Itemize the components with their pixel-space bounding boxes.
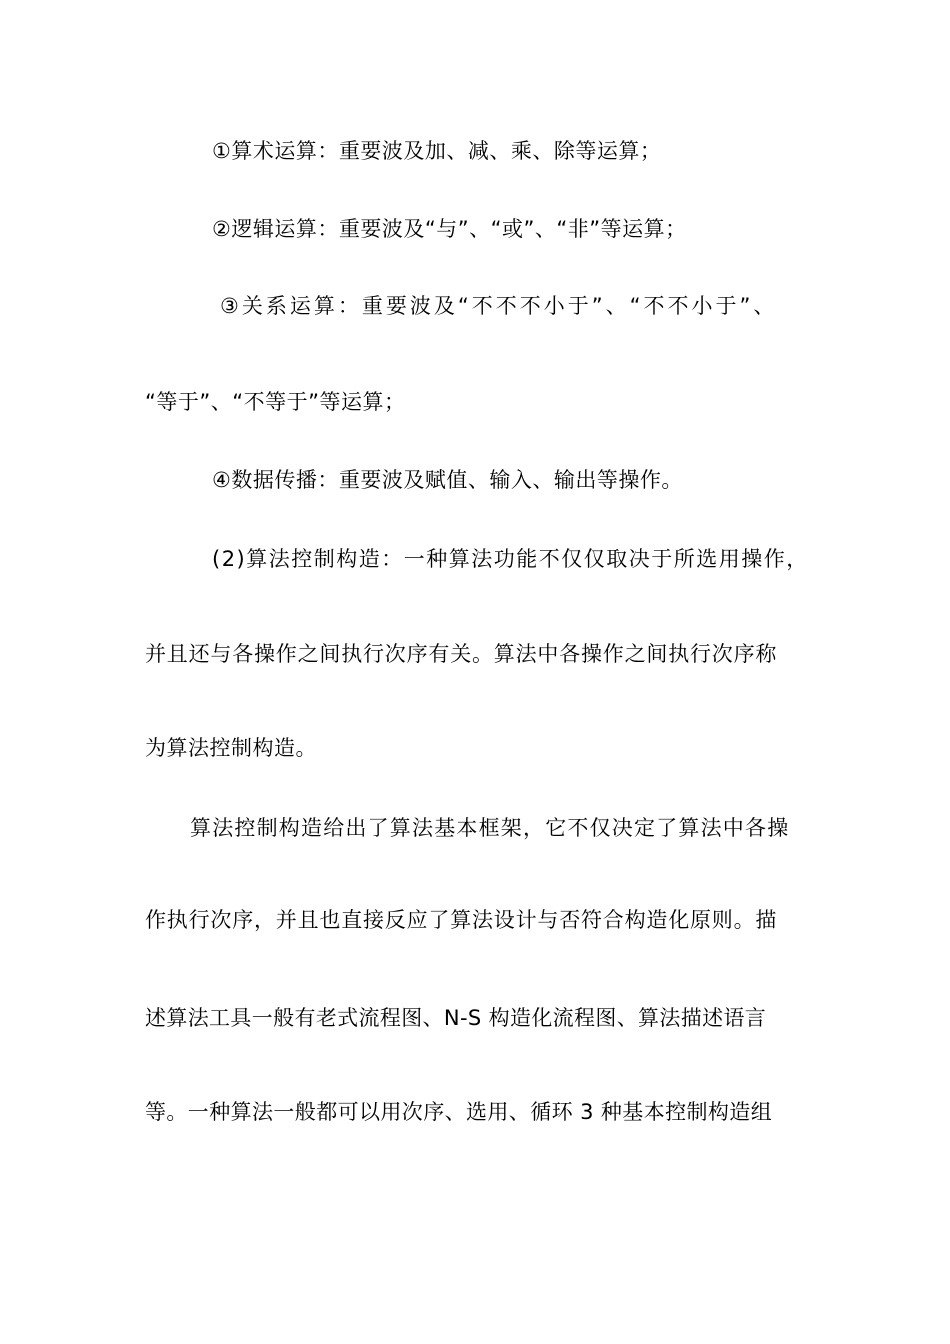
paragraph-framework-line-1: 算法控制构造给出了算法基本框架，它不仅决定了算法中各操 [190,816,790,840]
paragraph-control-structure-line-3: 为算法控制构造。 [145,736,317,760]
list-item-arithmetic: ①算术运算：重要波及加、减、乘、除等运算； [212,139,662,163]
list-item-relation-continued: “等于”、“不等于”等运算； [145,390,406,414]
list-item-relation: ③关系运算：重要波及“不不不小于”、“不不小于”、 [220,294,778,318]
paragraph-framework-line-4: 等。一种算法一般都可以用次序、选用、循环 3 种基本控制构造组 [145,1100,773,1124]
paragraph-control-structure-line-1: (2)算法控制构造：一种算法功能不仅仅取决于所选用操作， [212,547,809,571]
paragraph-framework-line-3: 述算法工具一般有老式流程图、N-S 构造化流程图、算法描述语言 [145,1006,767,1030]
list-item-logic: ②逻辑运算：重要波及“与”、“或”、“非”等运算； [212,217,687,241]
paragraph-framework-line-2: 作执行次序，并且也直接反应了算法设计与否符合构造化原则。描 [145,908,778,932]
paragraph-control-structure-line-2: 并且还与各操作之间执行次序有关。算法中各操作之间执行次序称 [145,642,778,666]
list-item-data-transfer: ④数据传播：重要波及赋值、输入、输出等操作。 [212,468,683,492]
